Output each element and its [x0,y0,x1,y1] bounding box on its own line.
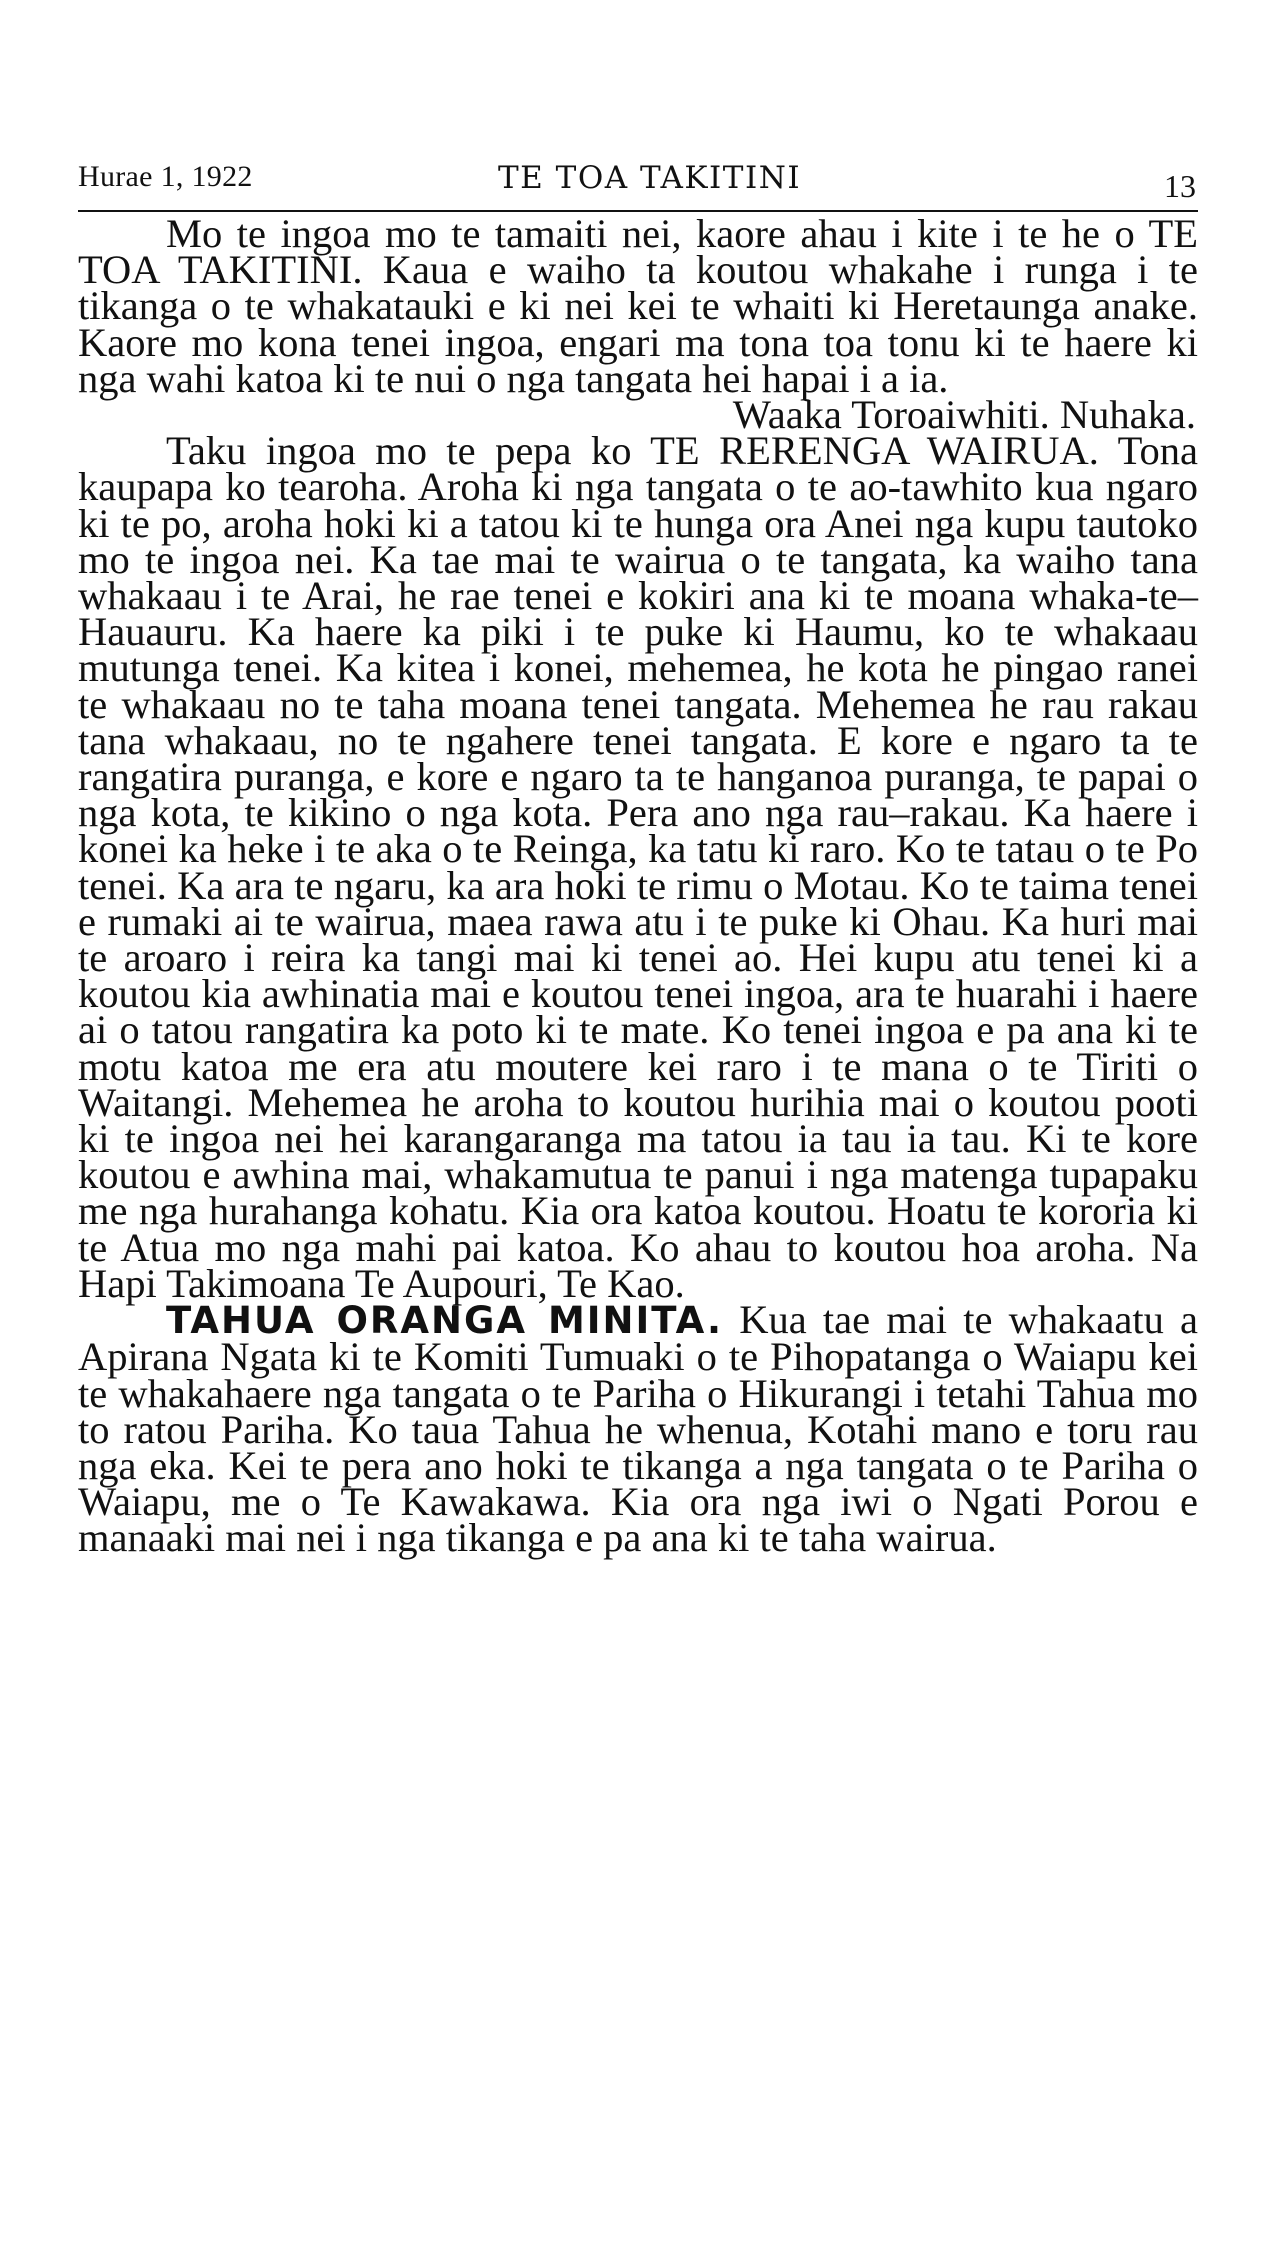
letter-paragraph-1: Mo te ingoa mo te tamaiti nei, kaore ahau i kite i te he o TE TOA TAKITINI. Kaua e waiho ta koutou whakahe i runga i te tikanga o te whakatauki e ki nei kei te whaiti ki Heretaunga anake. Kaore mo kona tenei ingoa, engari ma tona toa tonu ki te haere ki nga wahi katoa ki te nui o nga tangata hei hapai i a ia. [78,211,1198,401]
running-header [78,150,1198,206]
notice-text: Kua tae mai te whakaatu a Apirana Ngata ki te Komiti Tumuaki o te Pihopatanga o Waiapu kei te whakahaere nga tangata o te Pariha o Hikurangi i tetahi Tahua mo to ratou Pariha. Ko taua Tahua he whenua, Kotahi mano e toru rau nga eka. Kei te pera ano hoki te tikanga a nga tangata o te Pariha o Waiapu, me o Te Kawakawa. Kia ora nga iwi o Ngati Porou e manaaki mai nei i nga tikanga e pa ana ki te taha wairua. [78,1297,1198,1561]
letter-signature-1: Waaka Toroaiwhiti. Nuhaka. [732,392,1196,438]
issue-date: Hurae 1, 1922 [78,160,253,193]
notice-paragraph [78,1297,1198,1561]
notice-heading: TAHUA ORANGA MINITA. [166,1299,724,1343]
letter-paragraph-2: Taku ingoa mo te pepa ko TE RERENGA WAIRUA. Tona kaupapa ko tearoha. Aroha ki nga tangata o te ao-tawhito kua ngaro ki te po, aroha hoki ki a tatou ki te hunga ora Anei nga kupu tautoko mo te ingoa nei. Ka tae mai te wairua o te tangata, ka waiho tana whakaau i te Arai, he rae tenei e kokiri ana ki te moana whaka-te–Hauauru. Ka haere ka piki i te puke ki Haumu, ko te whakaau mutunga tenei. Ka kitea i konei, mehemea, he kota he pingao ranei te whakaau no te taha moana tenei tangata. Mehemea he rau rakau tana whakaau, no te ngahere tenei tangata. E kore e ngaro ta te rangatira puranga, e kore e ngaro ta te hanganoa puranga, te papai o nga kota, te kikino o nga kota. Pera ano nga rau–rakau. Ka haere i konei ka heke i te aka o te Reinga, ka tatu ki raro. Ko te tatau o te Po tenei. Ka ara te ngaru, ka ara hoki te rimu o Motau. Ko te taima tenei e rumaki ai te wairua, maea rawa atu i te puke ki Ohau. Ka huri mai te aroaro i reira ka tangi mai ki tenei ao. Hei kupu atu tenei ki a koutou kia awhinatia mai e koutou tenei ingoa, ara te huarahi i haere ai o tatou rangatira ka poto ki te mate. Ko tenei ingoa e pa ana ki te motu katoa me era atu moutere kei raro i te mana o te Tiriti o Waitangi. Mehemea he aroha to koutou hurihia mai o koutou pooti ki te ingoa nei hei karangaranga ma tatou ia tau ia tau. Ki te kore koutou e awhina mai, whakamutua te panui i nga matenga tupapaku me nga hurahanga kohatu. Kia ora katoa koutou. Hoatu te kororia ki te Atua mo nga mahi pai katoa. Ko ahau to koutou hoa aroha. Na Hapi Takimoana Te Aupouri, Te Kao. [78,428,1198,1306]
publication-title: TE TOA TAKITINI [498,160,802,196]
article-body [78,211,1198,1561]
page-number: 13 [1164,168,1196,204]
